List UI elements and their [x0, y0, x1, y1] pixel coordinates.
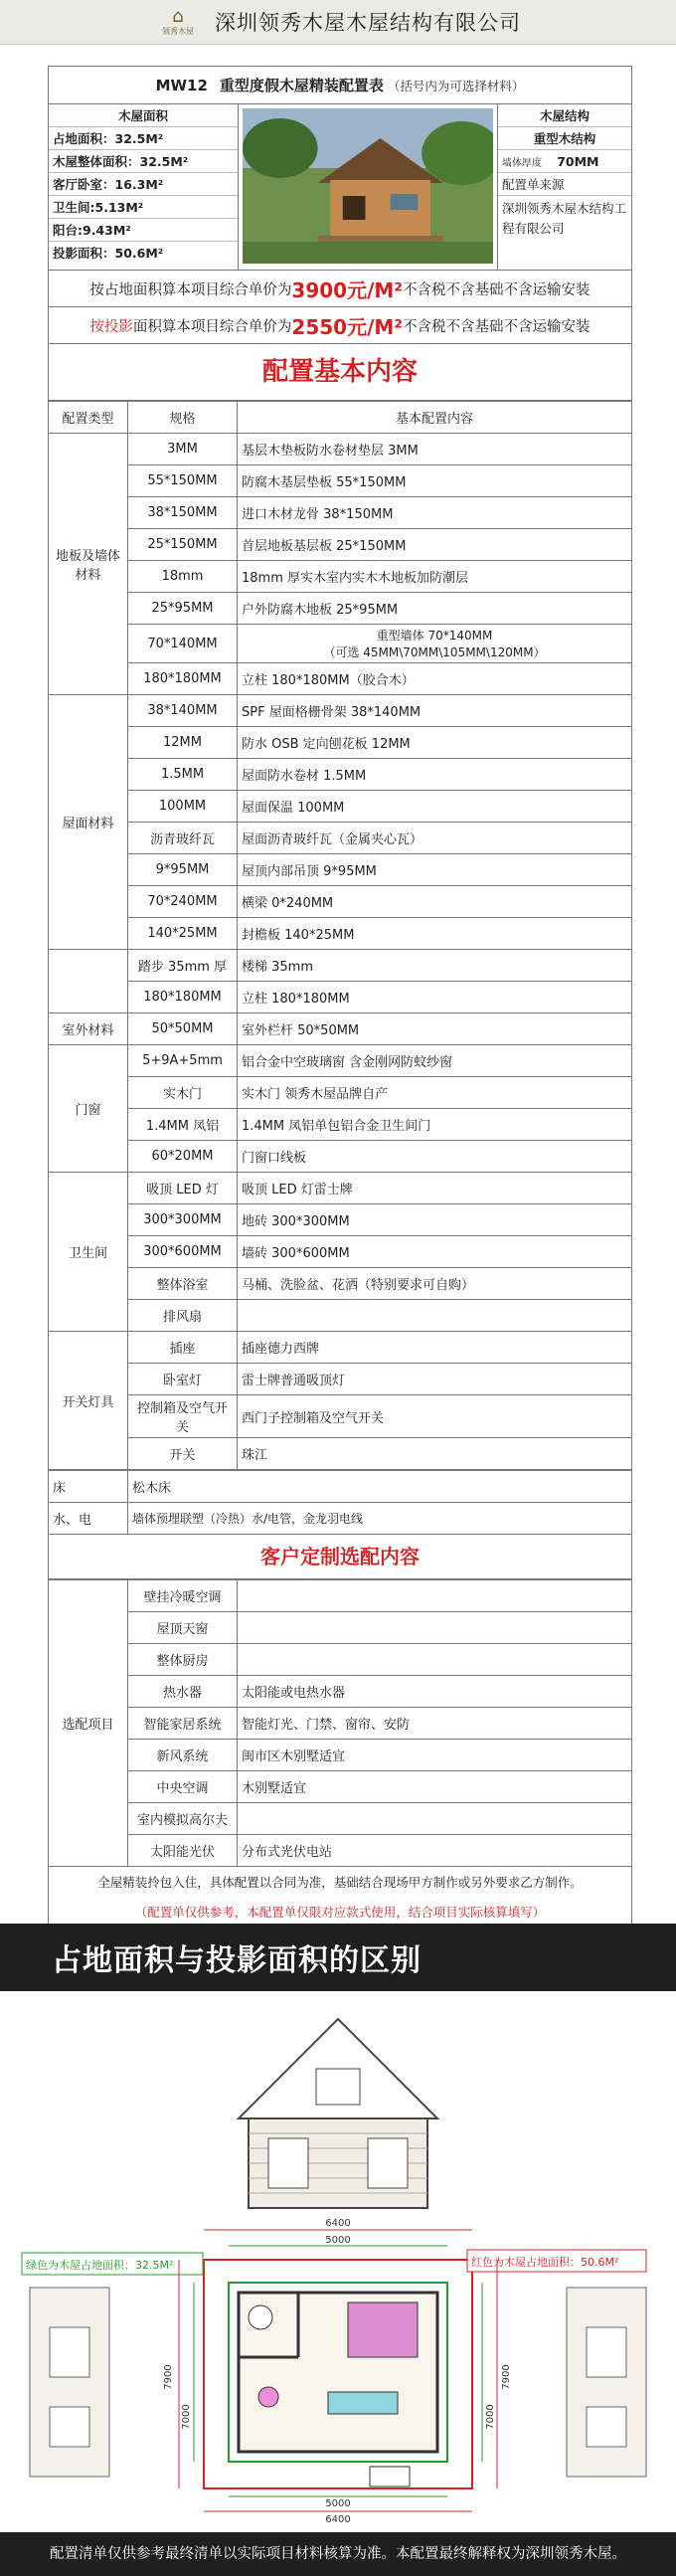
sofa-icon	[328, 2392, 398, 2414]
right-elevation	[567, 2288, 646, 2477]
config-content: 插座德力西牌	[238, 1332, 632, 1364]
config-content: 首层地板基层板 25*150MM	[238, 529, 632, 561]
config-content: 基层木垫板防水卷材垫层 3MM	[238, 434, 632, 465]
col-header-content: 基本配置内容	[238, 402, 632, 434]
config-spec: 50*50MM	[128, 1013, 238, 1045]
config-content: 重型墙体 70*140MM （可选 45MM\70MM\105MM\120MM）	[238, 625, 632, 663]
config-spec: 踏步 35mm 厚	[128, 950, 238, 982]
dim-left-outer: 7900	[163, 2364, 174, 2390]
water-label: 水、电	[49, 1503, 128, 1535]
dim-left-inner: 7000	[181, 2404, 192, 2430]
custom-content	[238, 1612, 632, 1644]
config-spec: 沥青玻纤瓦	[128, 823, 238, 854]
structure-info	[498, 104, 631, 270]
area-diff-banner	[0, 1924, 676, 1991]
config-spec: 25*150MM	[128, 529, 238, 561]
config-spec: 70*240MM	[128, 886, 238, 918]
config-content: 1.4MM 凤铝单包铝合金卫生间门	[238, 1109, 632, 1141]
custom-category: 选配项目	[49, 1580, 128, 1867]
config-category: 卫生间	[49, 1173, 128, 1332]
plan-svg	[0, 1999, 676, 2526]
config-spec: 70*140MM	[128, 625, 238, 663]
config-spec: 1.5MM	[128, 759, 238, 791]
dim-bottom-outer: 6400	[325, 2514, 351, 2525]
config-content: SPF 屋面格栅骨架 38*140MM	[238, 695, 632, 727]
config-category: 地板及墙体材料	[49, 434, 128, 695]
config-table	[48, 401, 632, 1470]
house-photo-image	[243, 108, 493, 264]
company-logo	[155, 5, 201, 39]
config-content	[238, 1300, 632, 1332]
company-name: 深圳领秀木屋木屋结构有限公司	[215, 11, 521, 35]
config-content: 进口木材龙骨 38*150MM	[238, 497, 632, 529]
config-sheet	[48, 66, 632, 1928]
config-content: 立柱 180*180MM（胶合木）	[238, 663, 632, 695]
config-content: 立柱 180*180MM	[238, 982, 632, 1013]
config-spec: 12MM	[128, 727, 238, 759]
config-content: 珠江	[238, 1438, 632, 1470]
config-content: 马桶、洗脸盆、花洒（特别要求可自购）	[238, 1268, 632, 1300]
note-line-2: （配置单仅供参考，本配置单仅限对应款式使用，结合项目实际核算填写）	[48, 1897, 632, 1928]
toilet-icon	[249, 2305, 272, 2329]
config-spec: 300*300MM	[128, 1204, 238, 1236]
config-spec: 9*95MM	[128, 854, 238, 886]
price-land	[48, 271, 632, 307]
custom-content	[238, 1803, 632, 1835]
house-photo	[239, 104, 498, 270]
elevation-drawing	[239, 2019, 437, 2208]
left-elevation	[30, 2288, 109, 2477]
config-content: 18mm 厚实木室内实木木地板加防潮层	[238, 561, 632, 593]
price-proj-suffix: 不含税不含基础不含运输安装	[403, 318, 591, 335]
config-content: 户外防腐木地板 25*95MM	[238, 593, 632, 625]
config-spec: 1.4MM 凤铝	[128, 1109, 238, 1141]
config-content: 门窗口线板	[238, 1141, 632, 1173]
logo-text: 领秀木屋	[162, 26, 194, 36]
config-content: 防水 OSB 定向刨花板 12MM	[238, 727, 632, 759]
footer-bar: 配置清单仅供参考最终清单以实际项目材料核算为准。本配置最终解释权为深圳领秀木屋。	[0, 2532, 676, 2576]
bed-icon	[348, 2302, 418, 2357]
dim-top-inner: 5000	[325, 2235, 351, 2246]
title-main: 重型度假木屋精装配置表	[219, 77, 384, 94]
config-spec: 控制箱及空气开关	[128, 1395, 238, 1438]
dim-bottom-inner: 5000	[325, 2498, 351, 2509]
stairs-icon	[370, 2467, 410, 2486]
source-value: 深圳领秀木屋木结构工程有限公司	[502, 201, 627, 236]
custom-item: 智能家居系统	[128, 1708, 238, 1740]
note-line-1: 全屋精装拎包入住，具体配置以合同为准，基础结合现场甲方制作或另外要求乙方制作。	[48, 1867, 632, 1897]
config-spec: 60*20MM	[128, 1141, 238, 1173]
config-content: 横梁 0*240MM	[238, 886, 632, 918]
custom-item: 整体厨房	[128, 1644, 238, 1676]
config-category: 开关灯具	[49, 1332, 128, 1470]
config-content: 室外栏杆 50*50MM	[238, 1013, 632, 1045]
config-spec: 实木门	[128, 1077, 238, 1109]
price-projection	[48, 307, 632, 344]
sheet-title	[49, 67, 632, 104]
config-spec: 吸顶 LED 灯	[128, 1173, 238, 1204]
price-proj-prefix: 面积算本项目综合单价为	[132, 318, 292, 335]
config-category	[49, 950, 128, 1013]
config-spec: 180*180MM	[128, 663, 238, 695]
header-bar	[0, 0, 676, 45]
dim-right-inner: 7000	[485, 2404, 496, 2430]
config-spec: 100MM	[128, 791, 238, 823]
custom-content: 分布式光伏电站	[238, 1835, 632, 1867]
area-heading: 木屋面积	[49, 104, 238, 127]
custom-content: 太阳能或电热水器	[238, 1676, 632, 1708]
config-content: 墙砖 300*600MM	[238, 1236, 632, 1268]
col-header-spec: 规格	[128, 402, 238, 434]
red-label: 红色为木屋占地面积：50.6M²	[471, 2256, 619, 2269]
custom-content: 闽市区木别墅适宜	[238, 1740, 632, 1771]
price-land-suffix: 不含税不含基础不含运输安装	[403, 281, 591, 298]
config-spec: 卧室灯	[128, 1364, 238, 1395]
config-spec: 开关	[128, 1438, 238, 1470]
wall-thickness	[498, 150, 631, 173]
config-spec: 180*180MM	[128, 982, 238, 1013]
config-spec: 插座	[128, 1332, 238, 1364]
config-spec: 140*25MM	[128, 918, 238, 950]
config-content: 地砖 300*300MM	[238, 1204, 632, 1236]
area-row: 客厅卧室：16.3M²	[49, 173, 238, 196]
title-sub: （括号内为可选择材料）	[387, 79, 525, 93]
structure-value: 重型木结构	[498, 127, 631, 150]
custom-content: 木别墅适宜	[238, 1771, 632, 1803]
config-content: 西门子控制箱及空气开关	[238, 1395, 632, 1438]
config-category: 门窗	[49, 1045, 128, 1173]
area-row: 卫生间:5.13M²	[49, 196, 238, 219]
area-info	[49, 104, 239, 270]
model-code: MW12	[155, 77, 208, 94]
price-land-value: 3900元/M²	[291, 277, 404, 302]
config-content: 屋顶内部吊顶 9*95MM	[238, 854, 632, 886]
config-category: 室外材料	[49, 1013, 128, 1045]
custom-content	[238, 1580, 632, 1612]
config-spec: 排风扇	[128, 1300, 238, 1332]
wall-value: 70MM	[557, 153, 599, 169]
config-spec: 18mm	[128, 561, 238, 593]
col-header-type: 配置类型	[49, 402, 128, 434]
price-proj-red-prefix: 按投影	[89, 318, 133, 335]
config-spec: 3MM	[128, 434, 238, 465]
config-content: 铝合金中空玻璃窗 含金刚网防蚊纱窗	[238, 1045, 632, 1077]
custom-item: 热水器	[128, 1676, 238, 1708]
dim-top-outer: 6400	[325, 2218, 351, 2229]
wall-label: 墙体厚度	[502, 157, 542, 169]
config-content: 实木门 领秀木屋品牌自产	[238, 1077, 632, 1109]
floor-plan-drawing	[0, 1999, 676, 2526]
custom-table	[48, 1579, 632, 1867]
config-spec: 25*95MM	[128, 593, 238, 625]
chair-icon	[258, 2387, 278, 2407]
config-spec: 55*150MM	[128, 465, 238, 497]
custom-item: 新风系统	[128, 1740, 238, 1771]
config-content: 屋面防水卷材 1.5MM	[238, 759, 632, 791]
custom-item: 屋顶天窗	[128, 1612, 238, 1644]
area-row: 占地面积：32.5M²	[49, 127, 238, 150]
info-block	[48, 104, 632, 271]
config-spec: 38*140MM	[128, 695, 238, 727]
bed-value: 松木床	[128, 1471, 632, 1503]
banner-title: 占地面积与投影面积的区别	[52, 1943, 422, 1978]
green-label: 绿色为木屋占地面积：32.5M²	[26, 2259, 174, 2272]
area-row: 投影面积：50.6M²	[53, 246, 164, 261]
config-spec: 5+9A+5mm	[128, 1045, 238, 1077]
config-category: 屋面材料	[49, 695, 128, 950]
custom-content	[238, 1644, 632, 1676]
custom-item: 室内模拟高尔夫	[128, 1803, 238, 1835]
custom-item: 中央空调	[128, 1771, 238, 1803]
source-label: 配置单来源	[498, 173, 631, 196]
config-content: 吸顶 LED 灯雷士牌	[238, 1173, 632, 1204]
config-content: 楼梯 35mm	[238, 950, 632, 982]
config-content: 雷士牌普通吸顶灯	[238, 1364, 632, 1395]
config-spec: 38*150MM	[128, 497, 238, 529]
price-proj-value: 2550元/M²	[291, 314, 404, 339]
config-content: 屋面保温 100MM	[238, 791, 632, 823]
title-table	[48, 66, 632, 104]
bed-label: 床	[49, 1471, 128, 1503]
config-content: 屋面沥青玻纤瓦（金属夹心瓦）	[238, 823, 632, 854]
config-section-title: 配置基本内容	[48, 344, 632, 401]
misc-table	[48, 1470, 632, 1535]
config-content: 防腐木基层垫板 55*150MM	[238, 465, 632, 497]
water-value: 墙体预埋联塑（冷热）水/电管，金龙羽电线	[128, 1503, 632, 1535]
price-land-prefix: 按占地面积算本项目综合单价为	[89, 281, 292, 298]
config-spec: 整体浴室	[128, 1268, 238, 1300]
area-row: 木屋整体面积：32.5M²	[49, 150, 238, 173]
config-spec: 300*600MM	[128, 1236, 238, 1268]
config-content: 封檐板 140*25MM	[238, 918, 632, 950]
structure-heading: 木屋结构	[498, 104, 631, 127]
custom-item: 太阳能光伏	[128, 1835, 238, 1867]
house-logo-icon: ⌂	[172, 5, 184, 27]
custom-section-title: 客户定制选配内容	[48, 1535, 632, 1579]
dim-right-outer: 7900	[501, 2364, 512, 2390]
custom-content: 智能灯光、门禁、窗帘、安防	[238, 1708, 632, 1740]
custom-item: 壁挂冷暖空调	[128, 1580, 238, 1612]
area-row: 阳台:9.43M²	[49, 219, 238, 242]
